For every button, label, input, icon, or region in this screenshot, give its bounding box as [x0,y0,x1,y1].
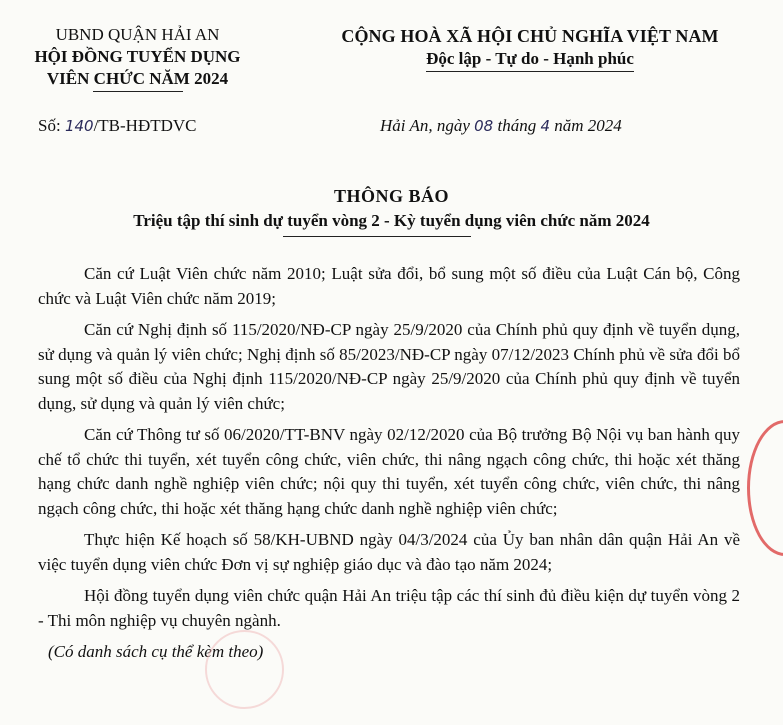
date-month: 4 [540,117,550,135]
document-date [380,116,622,136]
document-number-prefix: Số: [38,116,65,135]
date-day: 08 [474,117,494,135]
subtitle-underline [283,236,471,237]
document-subtitle: Triệu tập thí sinh dự tuyển vòng 2 - Kỳ tuyển dụng viên chức năm 2024 [133,211,650,230]
paragraph-summons: Hội đồng tuyển dụng viên chức quận Hải An triệu tập các thí sinh đủ điều kiện dự tuyển vòng 2 - Thi môn nghiệp vụ chuyên ngành. [38,586,740,630]
date-part2: tháng [493,116,541,135]
issuer-name-line1: HỘI ĐỒNG TUYỂN DỤNG [34,47,241,66]
national-title: CỘNG HOÀ XÃ HỘI CHỦ NGHĨA VIỆT NAM [341,26,719,46]
document-number-suffix: /TB-HĐTDVC [93,116,197,135]
document-number-handwritten: 140 [64,117,94,135]
issuer-name-line2: VIÊN CHỨC NĂM 2024 [46,69,229,88]
paragraph-legal-basis-2: Căn cứ Nghị định số 115/2020/NĐ-CP ngày 25/9/2020 của Chính phủ quy định về tuyển dụng, sử dụng và quản lý viên chức; Nghị định số 85/2023/NĐ-CP ngày 07/12/2023 Chính phủ về sửa đổi bổ sung một số điều của Nghị định 115/2020/NĐ-CP ngày 25/9/2020 của Chính phủ quy định về tuyển dụng, sử dụng và quản lý viên chức; [38,320,740,413]
document-title: THÔNG BÁO [333,186,449,206]
document-number [38,116,197,136]
paragraph-plan-reference: Thực hiện Kế hoạch số 58/KH-UBND ngày 04/3/2024 của Ủy ban nhân dân quận Hải An về việc tuyển dụng viên chức Đơn vị sự nghiệp giáo dục và đào tạo năm 2024; [38,530,740,574]
issuer-underline [93,91,183,92]
document-body [38,262,740,672]
national-motto: Độc lập - Tự do - Hạnh phúc [426,48,634,72]
date-part3: năm 2024 [550,116,622,135]
paragraph-attachment-note: (Có danh sách cụ thể kèm theo) [48,642,264,661]
paragraph-legal-basis-1: Căn cứ Luật Viên chức năm 2010; Luật sửa đổi, bổ sung một số điều của Luật Cán bộ, Công chức và Luật Viên chức năm 2019; [38,264,740,308]
red-seal-stamp [747,420,783,556]
issuer-parent-agency: UBND QUẬN HẢI AN [55,25,220,44]
faint-stamp-bleedthrough [205,630,284,709]
issuer-header [10,24,265,92]
date-part1: Hải An, ngày [380,116,475,135]
national-header [295,24,765,72]
paragraph-legal-basis-3: Căn cứ Thông tư số 06/2020/TT-BNV ngày 02/12/2020 của Bộ trưởng Bộ Nội vụ ban hành quy chế tổ chức thi tuyển, xét tuyển công chức, viên chức, thi nâng ngạch công chức, thi hoặc xét thăng hạng chức danh nghề nghiệp viên chức; nội quy thi tuyển, xét tuyển công chức, viên chức, thi nâng ngạch công chức, thi hoặc xét thăng hạng chức danh nghề nghiệp viên chức; [38,425,740,518]
